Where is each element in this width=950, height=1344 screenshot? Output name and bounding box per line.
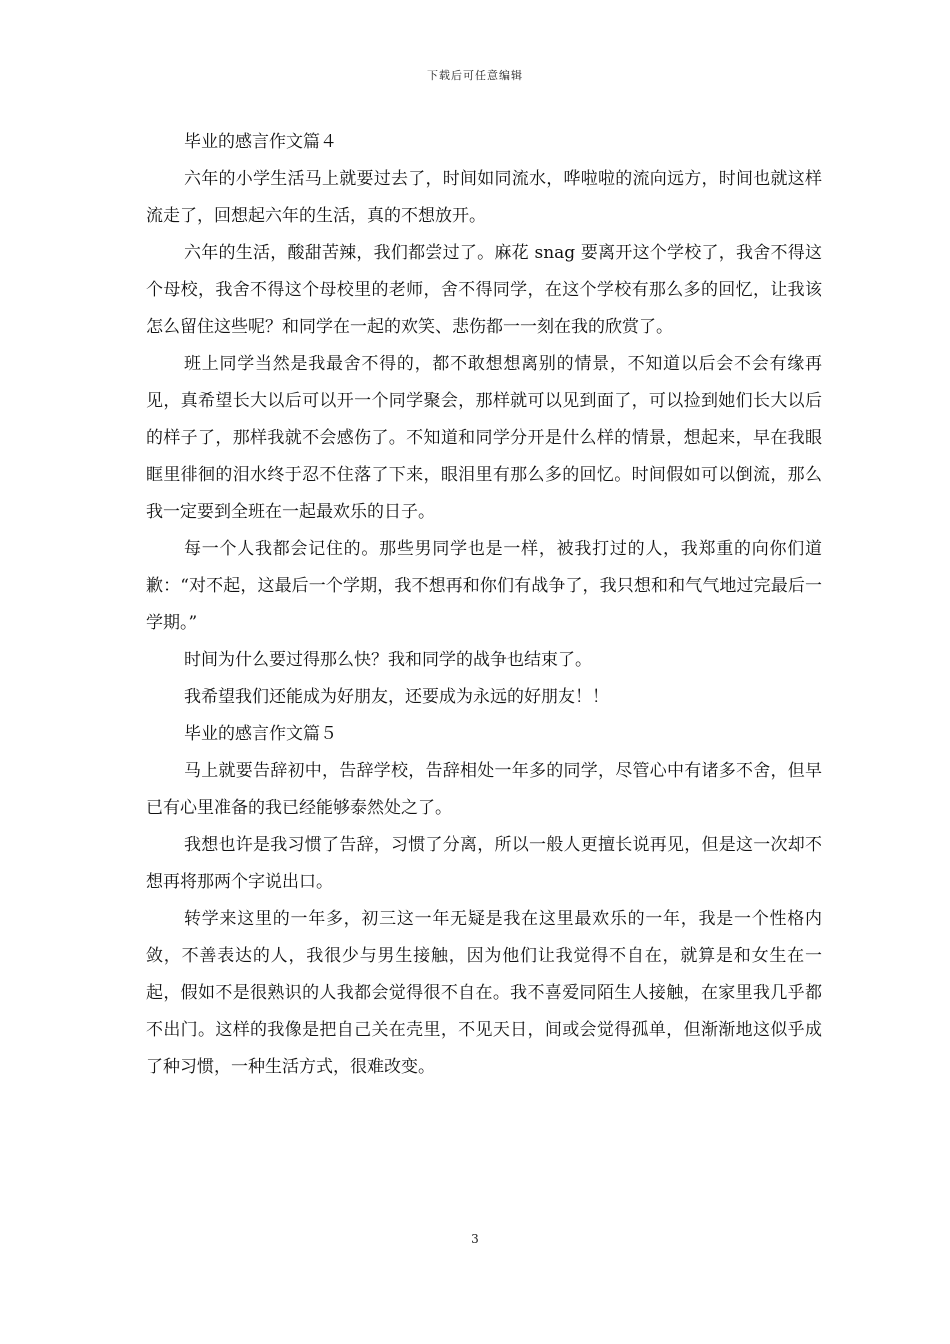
section-heading: 毕业的感言作文篇４ [184, 132, 337, 152]
page-number: 3 [471, 1232, 479, 1246]
paragraph: 班上同学当然是我最舍不得的，都不敢想想离别的情景，不知道以后会不会有缘再见，真希望长大以后可以开一个同学聚会，那样就可以见到面了，可以捡到她们长大以后的样子了，那样我就不会感伤了。不知道和同学分开是什么样的情景，想起来，早在我眼眶里徘徊的泪水终于忍不住落了下来，眼泪里有那么多的回忆。时间假如可以倒流，那么我一定要到全班在一起最欢乐的日子。 [146, 354, 822, 522]
paragraph: 我希望我们还能成为好朋友，还要成为永远的好朋友！！ [184, 687, 609, 707]
paragraph: 六年的小学生活马上就要过去了，时间如同流水，哗啦啦的流向远方，时间也就这样流走了，回想起六年的生活，真的不想放开。 [146, 169, 822, 226]
paragraph: 转学来这里的一年多，初三这一年无疑是我在这里最欢乐的一年，我是一个性格内敛，不善表达的人，我很少与男生接触，因为他们让我觉得不自在，就算是和女生在一起，假如不是很熟识的人我都会觉得很不自在。我不喜爱同陌生人接触，在家里我几乎都不出门。这样的我像是把自己关在壳里，不见天日，间或会觉得孤单，但渐渐地这似乎成了种习惯，一种生活方式，很难改变。 [146, 909, 822, 1077]
section-heading: 毕业的感言作文篇５ [184, 724, 337, 744]
paragraph: 每一个人我都会记住的。那些男同学也是一样，被我打过的人，我郑重的向你们道歉：“对不起，这最后一个学期，我不想再和你们有战争了，我只想和和气气地过完最后一学期。” [146, 539, 822, 633]
paragraph: 时间为什么要过得那么快？我和同学的战争也结束了。 [184, 650, 592, 670]
paragraph: 我想也许是我习惯了告辞，习惯了分离，所以一般人更擅长说再见，但是这一次却不想再将那两个字说出口。 [146, 835, 822, 892]
document-body [146, 124, 822, 1086]
paragraph: 六年的生活，酸甜苦辣，我们都尝过了。麻花 snag 要离开这个学校了，我舍不得这个母校，我舍不得这个母校里的老师，舍不得同学，在这个学校有那么多的回忆，让我该怎么留住这些呢？和同学在一起的欢笑、悲伤都一一刻在我的欣赏了。 [146, 243, 822, 337]
paragraph: 马上就要告辞初中，告辞学校，告辞相处一年多的同学，尽管心中有诸多不舍，但早已有心里准备的我已经能够泰然处之了。 [146, 761, 822, 818]
page-header: 下载后可任意编辑 [427, 69, 523, 82]
